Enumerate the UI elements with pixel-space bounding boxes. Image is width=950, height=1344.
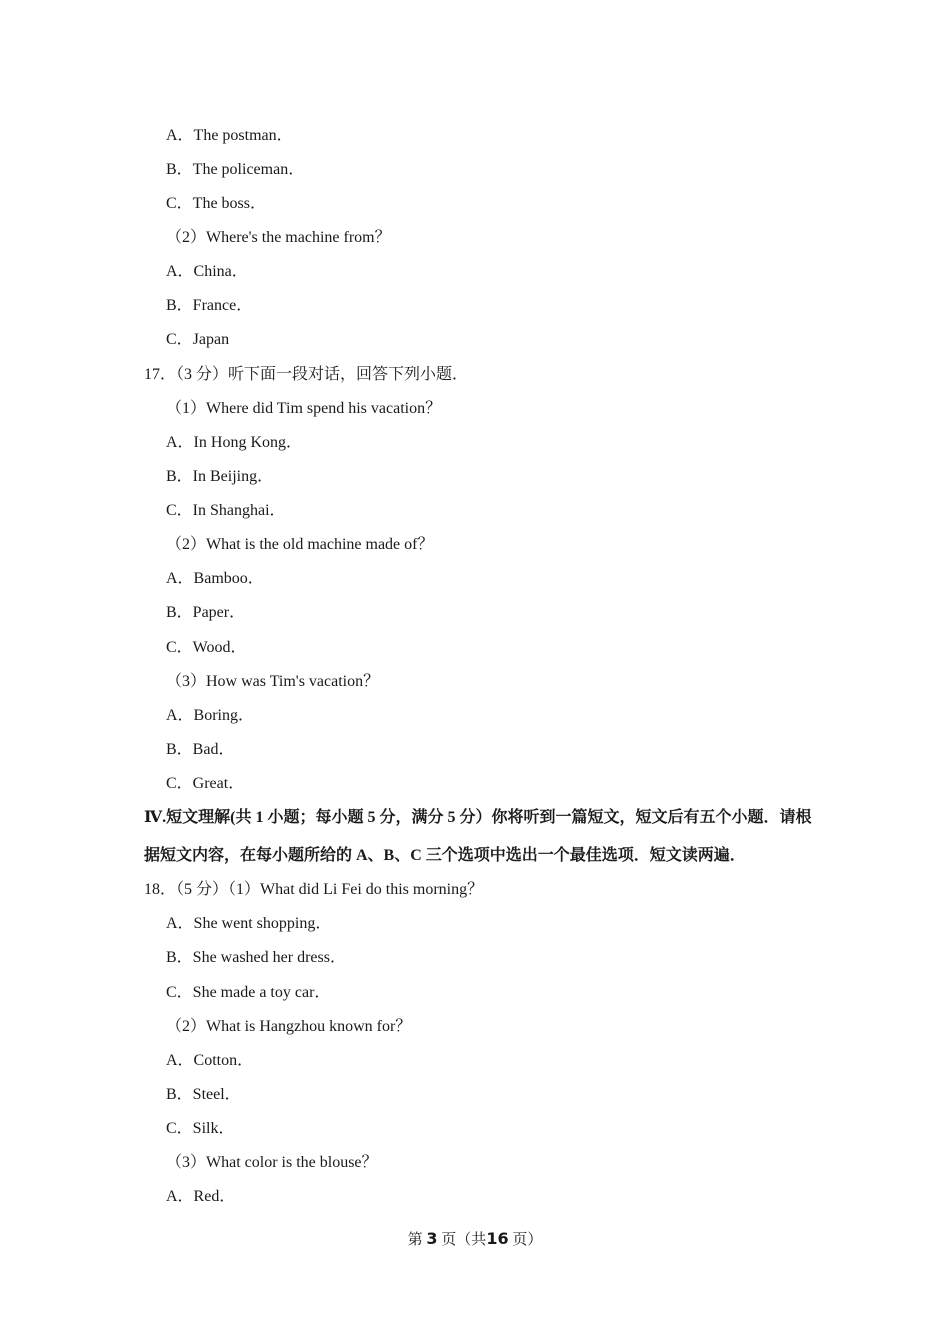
option-17-1-c: C．In Shanghai． xyxy=(166,502,286,519)
question-17-header: 17．（3 分）听下面一段对话，回答下列小题． xyxy=(144,366,469,383)
option-17-3-c: C．Great． xyxy=(166,775,245,792)
option-16-1-c: C．The boss． xyxy=(166,195,267,212)
footer-prefix: 第 xyxy=(407,1232,423,1248)
footer-middle: 页（共 xyxy=(441,1232,487,1248)
question-17-2: （2）What is the old machine made of？ xyxy=(166,536,434,553)
section-4-instructions-line-1: Ⅳ.短文理解(共 1 小题；每小题 5 分，满分 5 分）你将听到一篇短文，短文后有五个小题．请根 xyxy=(144,809,812,826)
option-16-1-b: B．The policeman． xyxy=(166,161,305,178)
question-18-2: （2）What is Hangzhou known for？ xyxy=(166,1018,412,1035)
option-18-2-a: A．Cotton． xyxy=(166,1052,254,1069)
option-18-1-b: B．She washed her dress． xyxy=(166,949,346,966)
question-17-3: （3）How was Tim's vacation？ xyxy=(166,673,380,690)
question-18-header: 18．（5 分）（1）What did Li Fei do this morning？ xyxy=(144,881,484,898)
page-footer xyxy=(0,1229,950,1250)
question-18-3: （3）What color is the blouse？ xyxy=(166,1154,378,1171)
footer-suffix: 页） xyxy=(512,1232,543,1248)
option-17-3-a: A．Boring． xyxy=(166,707,255,724)
option-16-2-a: A．China． xyxy=(166,263,248,280)
option-17-1-b: B．In Beijing． xyxy=(166,468,274,485)
option-16-2-c: C．Japan xyxy=(166,331,230,348)
option-18-3-a: A．Red． xyxy=(166,1188,236,1205)
option-16-2-b: B．France． xyxy=(166,297,253,314)
section-4-instructions-line-2: 据短文内容，在每小题所给的 A、B、C 三个选项中选出一个最佳选项．短文读两遍． xyxy=(144,847,746,864)
question-17-1: （1）Where did Tim spend his vacation？ xyxy=(166,400,442,417)
option-18-1-c: C．She made a toy car． xyxy=(166,984,331,1001)
question-16-2: （2）Where's the machine from？ xyxy=(166,229,391,246)
option-17-2-c: C．Wood． xyxy=(166,639,247,656)
option-18-2-c: C．Silk． xyxy=(166,1120,235,1137)
option-18-2-b: B．Steel． xyxy=(166,1086,241,1103)
option-18-1-a: A．She went shopping． xyxy=(166,915,332,932)
option-17-2-b: B．Paper． xyxy=(166,604,246,621)
current-page-number: 3 xyxy=(426,1229,438,1248)
option-17-1-a: A．In Hong Kong． xyxy=(166,434,302,451)
option-16-1-a: A．The postman． xyxy=(166,127,293,144)
option-17-3-b: B．Bad． xyxy=(166,741,235,758)
option-17-2-a: A．Bamboo． xyxy=(166,570,264,587)
total-page-count: 16 xyxy=(486,1229,509,1248)
